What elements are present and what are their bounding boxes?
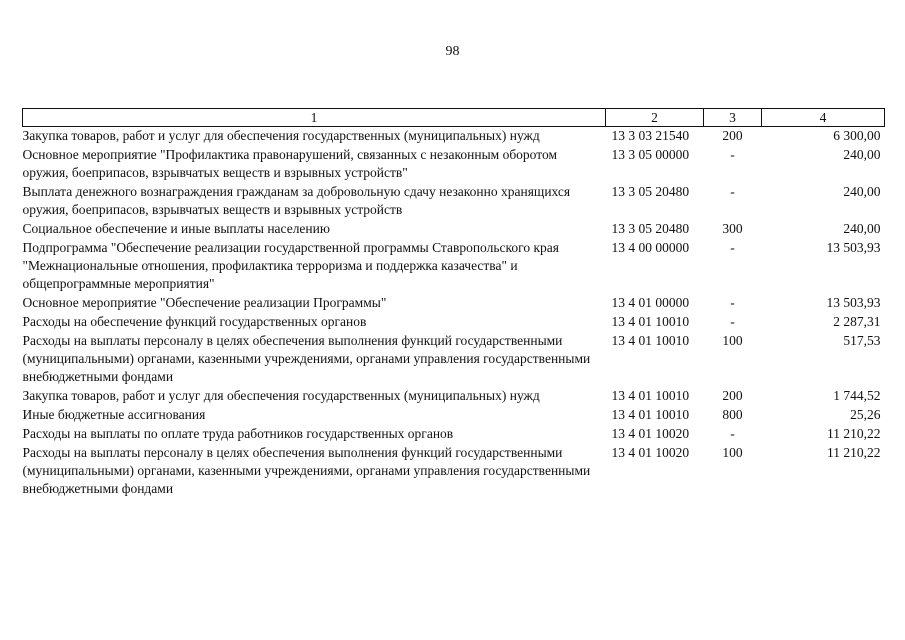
- row-code: 13 4 01 10010: [611, 388, 690, 403]
- row-code: 13 4 00 00000: [611, 240, 690, 255]
- row-code: 13 4 01 10020: [611, 426, 690, 441]
- row-amount: 13 503,93: [826, 240, 881, 255]
- table-row: [23, 146, 885, 183]
- row-name: Иные бюджетные ассигнования: [22, 407, 206, 422]
- budget-table: [22, 108, 885, 499]
- column-header-3: 3: [704, 109, 762, 127]
- row-amount: 11 210,22: [827, 445, 881, 460]
- row-code: 13 4 01 10020: [611, 445, 690, 460]
- row-code: 13 4 01 00000: [611, 295, 690, 310]
- row-type: -: [730, 147, 735, 162]
- row-name: Закупка товаров, работ и услуг для обеспечения государственных (муниципальных) нужд: [22, 128, 540, 143]
- row-amount: 240,00: [843, 184, 881, 199]
- row-type: -: [730, 314, 735, 329]
- row-name: Основное мероприятие "Обеспечение реализации Программы": [22, 295, 387, 310]
- row-type: 100: [722, 445, 743, 460]
- row-name: Расходы на обеспечение функций государственных органов: [22, 314, 367, 329]
- row-type: 300: [722, 221, 743, 236]
- row-type: 100: [722, 333, 743, 348]
- row-amount: 13 503,93: [826, 295, 881, 310]
- row-amount: 25,26: [850, 407, 881, 422]
- table-row: [23, 220, 885, 239]
- row-code: 13 3 05 20480: [611, 184, 690, 199]
- table-row: [23, 239, 885, 294]
- row-amount: 1 744,52: [833, 388, 881, 403]
- row-code: 13 3 05 00000: [611, 147, 690, 162]
- table-row: [23, 387, 885, 406]
- row-type: -: [730, 295, 735, 310]
- row-amount: 517,53: [843, 333, 881, 348]
- row-code: 13 4 01 10010: [611, 314, 690, 329]
- row-name: Выплата денежного вознаграждения гражданам за добровольную сдачу незаконно хранящихся оружия, боеприпасов, взрывчатых веществ и взрывных устройств: [22, 184, 571, 217]
- column-header-4: 4: [762, 109, 885, 127]
- table-row: [23, 183, 885, 220]
- row-type: -: [730, 184, 735, 199]
- row-type: -: [730, 426, 735, 441]
- row-name: Основное мероприятие "Профилактика правонарушений, связанных с незаконным оборотом оружия, боеприпасов, взрывчатых веществ и взрывных устройств": [22, 147, 558, 180]
- row-code: 13 3 05 20480: [611, 221, 690, 236]
- row-code: 13 4 01 10010: [611, 333, 690, 348]
- row-amount: 240,00: [843, 147, 881, 162]
- column-header-1: 1: [23, 109, 606, 127]
- row-amount: 11 210,22: [827, 426, 881, 441]
- table-row: [23, 127, 885, 147]
- table-row: [23, 332, 885, 387]
- table-row: [23, 294, 885, 313]
- row-type: 200: [722, 388, 743, 403]
- table-row: [23, 425, 885, 444]
- row-name: Расходы на выплаты персоналу в целях обеспечения выполнения функций государственными (муниципальными) органами, казенными учреждениями, органами управления государственными внебюджетными фондами: [22, 445, 591, 496]
- row-type: 800: [722, 407, 743, 422]
- row-code: 13 3 03 21540: [611, 128, 690, 143]
- row-amount: 240,00: [843, 221, 881, 236]
- page-number: 98: [445, 44, 460, 59]
- table-header-row: [23, 109, 885, 127]
- row-name: Расходы на выплаты по оплате труда работников государственных органов: [22, 426, 454, 441]
- table-row: [23, 444, 885, 499]
- row-type: -: [730, 240, 735, 255]
- row-name: Закупка товаров, работ и услуг для обеспечения государственных (муниципальных) нужд: [22, 388, 540, 403]
- table-row: [23, 313, 885, 332]
- column-header-2: 2: [606, 109, 704, 127]
- table-row: [23, 406, 885, 425]
- row-name: Расходы на выплаты персоналу в целях обеспечения выполнения функций государственными (муниципальными) органами, казенными учреждениями, органами управления государственными внебюджетными фондами: [22, 333, 591, 384]
- row-name: Социальное обеспечение и иные выплаты населению: [22, 221, 330, 236]
- row-amount: 6 300,00: [833, 128, 881, 143]
- row-code: 13 4 01 10010: [611, 407, 690, 422]
- row-name: Подпрограмма "Обеспечение реализации государственной программы Ставропольского края "Межнациональные отношения, профилактика терроризма и поддержка казачества" и общепрограммные мероприятия": [22, 240, 559, 291]
- row-type: 200: [722, 128, 743, 143]
- row-amount: 2 287,31: [833, 314, 881, 329]
